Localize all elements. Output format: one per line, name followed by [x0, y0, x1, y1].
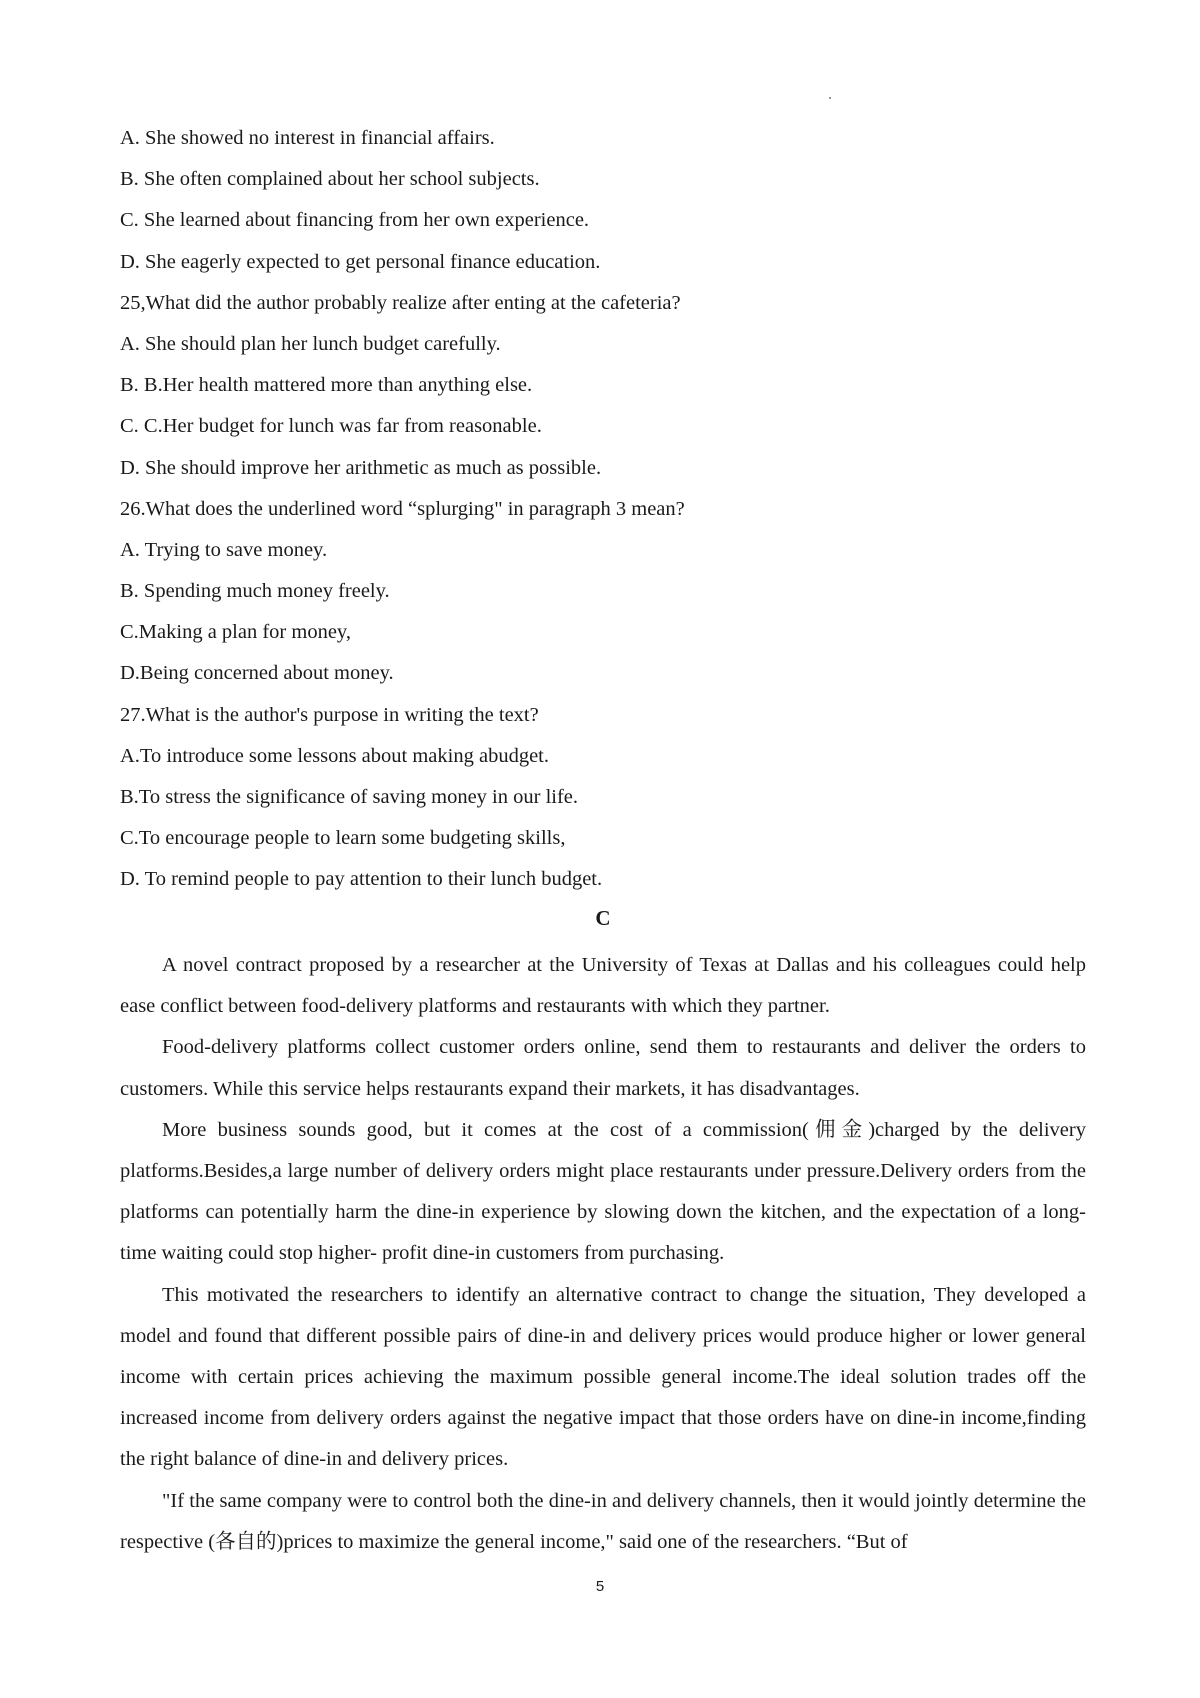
option-25-d: D. She should improve her arithmetic as much as possible.	[120, 456, 602, 479]
page-number: 5	[595, 1578, 605, 1595]
option-26-a: A. Trying to save money.	[120, 538, 328, 561]
option-24-b: B. She often complained about her school subjects.	[120, 168, 540, 191]
option-27-c: C.To encourage people to learn some budgeting skills,	[120, 827, 566, 850]
option-24-c: C. She learned about financing from her own experience.	[120, 209, 590, 232]
option-26-b: B. Spending much money freely.	[120, 580, 390, 603]
paragraph-2: Food-delivery platforms collect customer orders online, send them to restaurants and deliver the orders to customers. While this service helps restaurants expand their markets, it has disadvantages.	[120, 1036, 1086, 1100]
option-27-b: B.To stress the significance of saving money in our life.	[120, 786, 579, 808]
paragraph-3: More business sounds good, but it comes at the cost of a commission(佣金)charged by the delivery platforms.Besides,a large number of delivery orders might place restaurants under pressure.Delivery orders from the platforms can potentially harm the dine-in experience by slowing down the kitchen, and the expectation of a long-time waiting could stop higher- profit dine-in customers from purchasing.	[120, 1118, 1086, 1265]
passage-body	[120, 945, 1086, 1563]
option-25-c: C. C.Her budget for lunch was far from reasonable.	[120, 415, 542, 438]
option-24-d: D. She eagerly expected to get personal finance education.	[120, 250, 601, 273]
question-block	[120, 124, 1086, 907]
paragraph-1: A novel contract proposed by a researcher at the University of Texas at Dallas and his colleagues could help ease conflict between food-delivery platforms and restaurants with which they partner.	[120, 954, 1086, 1018]
section-heading: C	[595, 906, 611, 930]
question-26: 26.What does the underlined word “splurging" in paragraph 3 mean?	[120, 497, 685, 520]
scan-speck	[829, 97, 831, 99]
option-25-b: B. B.Her health mattered more than anything else.	[120, 374, 533, 397]
option-25-a: A. She should plan her lunch budget carefully.	[120, 332, 501, 355]
question-25: 25,What did the author probably realize after enting at the cafeteria?	[120, 291, 681, 314]
paragraph-4: This motivated the researchers to identify an alternative contract to change the situation, They developed a model and found that different possible pairs of dine-in and delivery prices would produce higher or lower general income with certain prices achieving the maximum possible general income.The ideal solution trades off the increased income from delivery orders against the negative impact that those orders have on dine-in income,finding the right balance of dine-in and delivery prices.	[120, 1283, 1086, 1471]
question-27: 27.What is the author's purpose in writing the text?	[120, 703, 539, 726]
option-24-a: A. She showed no interest in financial affairs.	[120, 127, 495, 149]
option-26-c: C.Making a plan for money,	[120, 621, 351, 644]
option-27-a: A.To introduce some lessons about making abudget.	[120, 744, 549, 767]
option-27-d: D. To remind people to pay attention to their lunch budget.	[120, 868, 603, 891]
paragraph-5: "If the same company were to control both the dine-in and delivery channels, then it would jointly determine the respective (各自的)prices to maximize the general income," said one of the researchers. “But of	[120, 1489, 1086, 1553]
option-26-d: D.Being concerned about money.	[120, 662, 394, 685]
